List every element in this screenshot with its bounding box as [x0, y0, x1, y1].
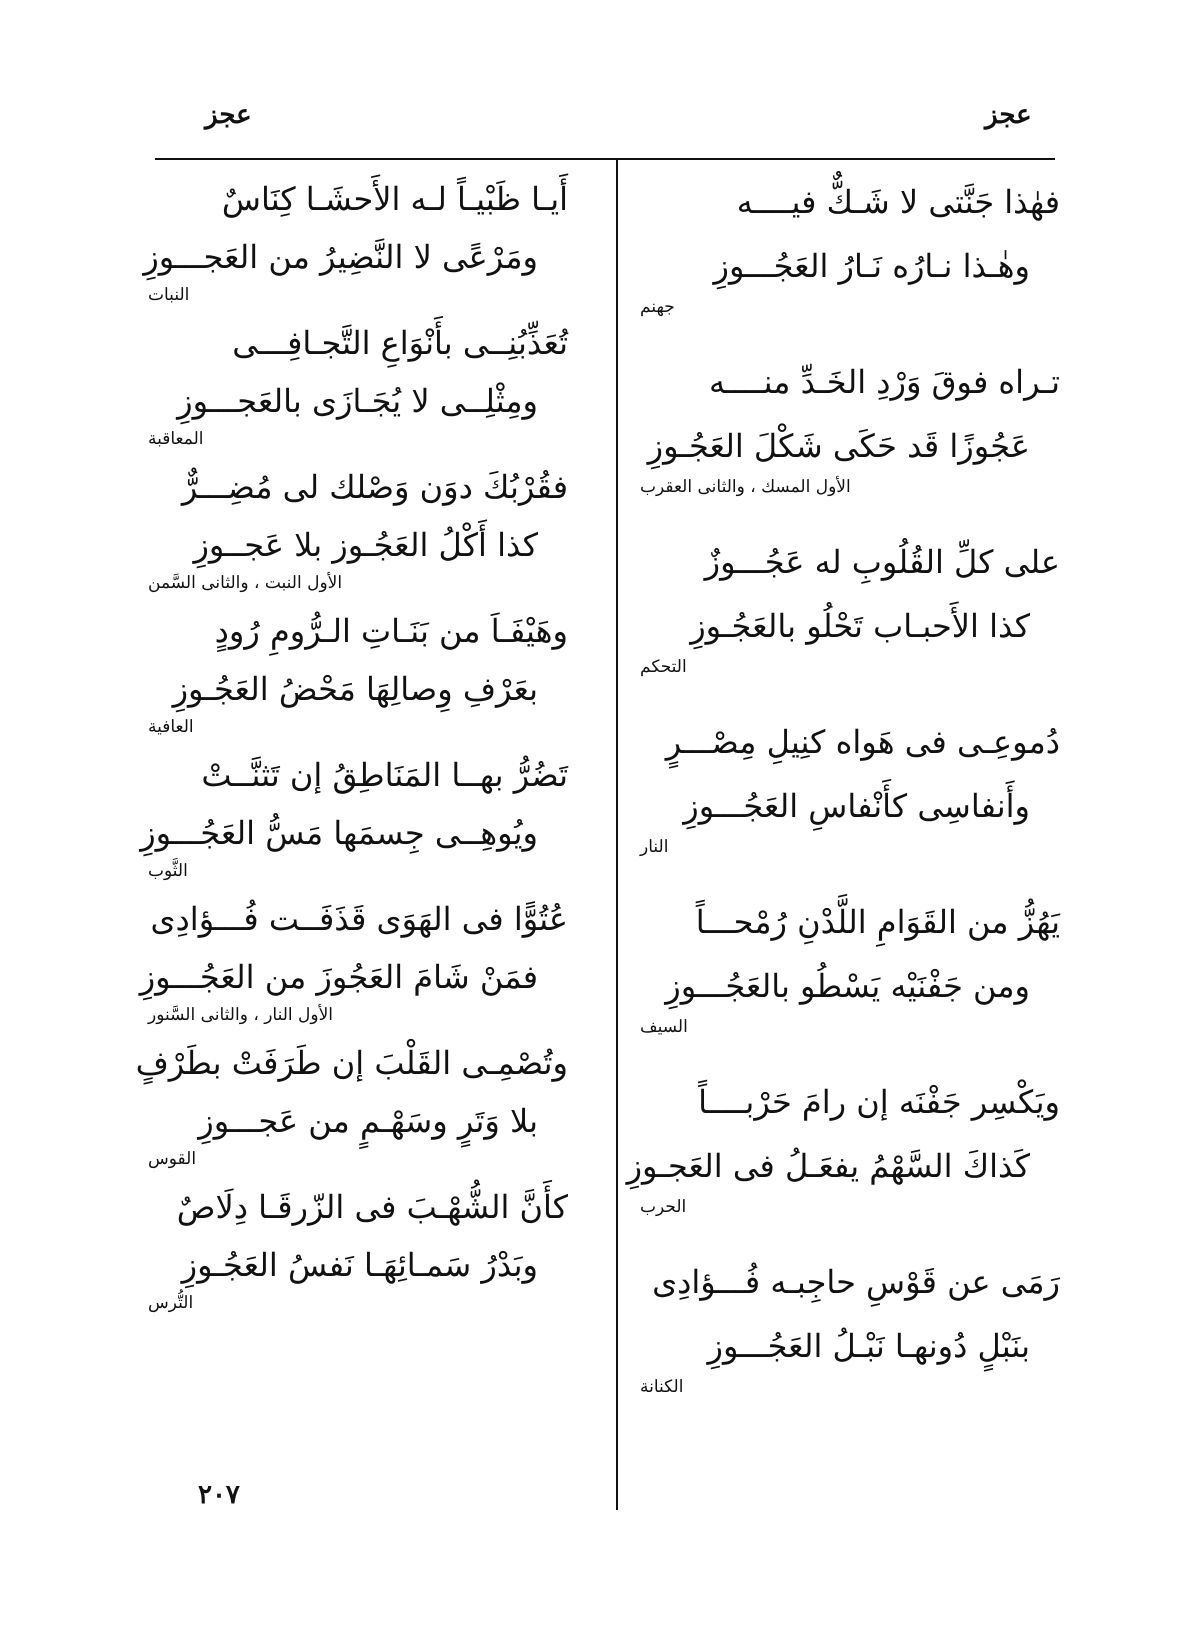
verse-second-hemistich: بنَبْلٍ دُونهـا نَبْـلُ العَجُـــوزِ	[707, 1327, 1030, 1365]
page-number: ٢٠٧	[198, 1480, 240, 1510]
verse-gloss: العافية	[148, 717, 194, 737]
verse-entry	[143, 170, 568, 306]
verse-gloss: الأول المسك ، والثانى العقرب	[640, 477, 851, 497]
verse-second-hemistich: وأَنفاسِى كأَنْفاسِ العَجُـــوزِ	[683, 787, 1030, 825]
verse-gloss: التُّرس	[148, 1293, 194, 1313]
verse-entry	[148, 1178, 568, 1314]
left-column	[135, 170, 568, 1322]
verse-first-hemistich: عُتُوًّا فى الهَوَى قَذَفَــت فُـــؤادِى	[150, 900, 568, 938]
verse-entry	[640, 710, 1060, 858]
verse-gloss: القوس	[148, 1149, 197, 1169]
verse-first-hemistich: يَهُزُّ من القَوَامِ اللَّدْنِ رُمْحـــاً	[695, 903, 1060, 941]
verse-gloss: جهنم	[640, 297, 675, 317]
verse-entry	[640, 1250, 1060, 1398]
verse-gloss: الحرب	[640, 1197, 687, 1217]
verse-entry	[139, 890, 568, 1026]
verse-entry	[148, 314, 568, 450]
verse-entry	[148, 602, 568, 738]
verse-second-hemistich: ويُوهِــى جِسمَها مَسُّ العَجُـــوزِ	[140, 814, 538, 852]
verse-gloss: المعاقبة	[148, 429, 204, 449]
verse-first-hemistich: فهٰذا جَنَّتى لا شَـكٌّ فيــــه	[736, 183, 1060, 221]
verse-first-hemistich: تَضُرُّ بهــا المَنَاطِقُ إن تَثنَّــتْ	[201, 756, 568, 794]
verse-first-hemistich: دُموعِـى فى هَواه كنِيلِ مِصْـــرٍ	[665, 723, 1060, 761]
column-divider	[616, 160, 618, 1510]
verse-second-hemistich: ومن جَفْنَيْه يَسْطُو بالعَجُـــوزِ	[665, 967, 1030, 1005]
verse-gloss: الكنانة	[640, 1377, 684, 1397]
verse-gloss: الأول النبت ، والثانى السَّمن	[148, 573, 343, 593]
verse-first-hemistich: رَمَى عن قَوْسِ حاجِبـه فُـــؤادِى	[652, 1263, 1060, 1301]
verse-gloss: النار	[640, 837, 669, 857]
verse-first-hemistich: على كلِّ القُلُوبِ له عَجُـــوزٌ	[704, 543, 1060, 581]
verse-second-hemistich: ومَرْعًى لا النَّضِيرُ من العَجـــوزِ	[143, 238, 538, 276]
header-rule	[155, 158, 1055, 160]
verse-first-hemistich: تـراه فوقَ وَرْدِ الخَـدِّ منــــه	[708, 363, 1060, 401]
verse-second-hemistich: كذا الأَحبـاب تَحْلُو بالعَجُـوزِ	[690, 607, 1030, 645]
verse-first-hemistich: أَيـا ظَبْيـاً لـه الأَحشَـا كِنَاسٌ	[221, 180, 568, 218]
verse-first-hemistich: وتُصْمِـى القَلْبَ إن طَرَفَتْ بطَرْفٍ	[135, 1044, 568, 1082]
verse-gloss: السيف	[640, 1017, 688, 1037]
verse-first-hemistich: ويَكْسِر جَفْنَه إن رامَ حَرْبــــاً	[698, 1083, 1060, 1121]
header-word-left: عجز	[205, 100, 252, 130]
verse-entry	[640, 530, 1060, 678]
verse-entry	[140, 746, 568, 882]
verse-second-hemistich: كَذاكَ السَّهْمُ يفعَـلُ فى العَجـوزِ	[626, 1147, 1030, 1185]
verse-first-hemistich: وهَيْفَـاَ من بَنَـاتِ الـرُّومِ رُودٍ	[214, 612, 568, 650]
verse-gloss: النبات	[148, 285, 190, 305]
verse-first-hemistich: كأَنَّ الشُّهْـبَ فى الزّرقَـا دِلَاصٌ	[176, 1188, 568, 1226]
verse-first-hemistich: فقُرْبُكَ دوَن وَصْلك لى مُضِـــرٌّ	[181, 468, 568, 506]
verse-second-hemistich: فمَنْ شَامَ العَجُوزَ من العَجُـــوزِ	[139, 958, 538, 996]
verse-second-hemistich: عَجُوزًا قَد حَكَى شَكْلَ العَجُـوزِ	[647, 427, 1030, 465]
verse-second-hemistich: وهٰـذا نـارُه نَـارُ العَجُـــوزِ	[713, 247, 1030, 285]
verse-first-hemistich: تُعَذِّبُنِــى بأَنْوَاعِ التَّجـافِـــى	[232, 324, 568, 362]
verse-gloss: التحكم	[640, 657, 687, 677]
right-column	[626, 170, 1060, 1430]
verse-gloss: الثَّوب	[148, 861, 188, 881]
verse-entry	[135, 1034, 568, 1170]
header-word-right: عجز	[985, 100, 1032, 130]
verse-second-hemistich: كذا أَكْلُ العَجُـوز بلا عَجــوزِ	[193, 526, 538, 564]
verse-gloss: الأول النار ، والثانى السَّنور	[148, 1005, 334, 1025]
verse-second-hemistich: بعَرْفِ وِصالِهَا مَحْضُ العَجُـوزِ	[172, 670, 538, 708]
verse-second-hemistich: بلا وَتَرٍ وسَهْـمٍ من عَجـــوزِ	[198, 1102, 538, 1140]
verse-entry	[148, 458, 568, 594]
verse-entry	[640, 890, 1060, 1038]
verse-entry	[640, 170, 1060, 318]
verse-second-hemistich: ومِثْلِــى لا يُجَـازَى بالعَجـــوزِ	[177, 382, 538, 420]
verse-entry	[626, 1070, 1060, 1218]
verse-entry	[640, 350, 1060, 498]
verse-second-hemistich: وبَدْرُ سَمـائِهَـا نَفسُ العَجُـوزِ	[181, 1246, 538, 1284]
